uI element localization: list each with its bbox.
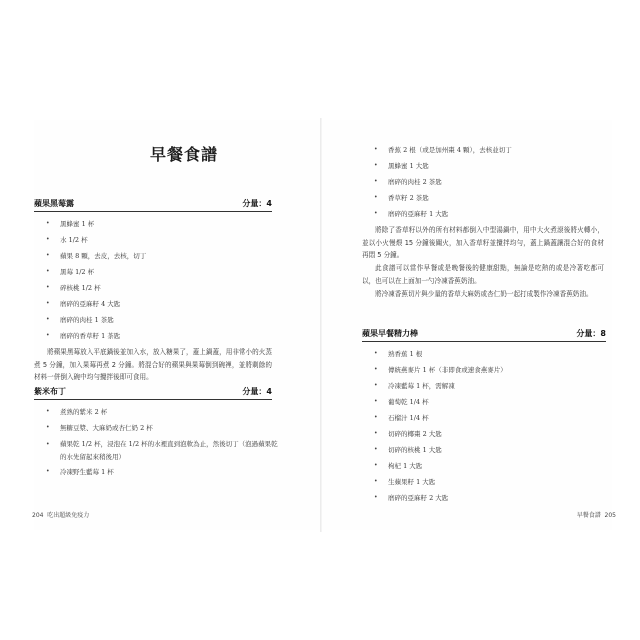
list-item: • 磨碎的肉桂 1 茶匙	[46, 312, 276, 328]
list-item: • 石榴汁 1/4 杯	[374, 410, 604, 426]
page-footer	[32, 510, 89, 519]
list-item: • 無糖豆漿、大麻奶或杏仁奶 2 杯	[46, 420, 278, 436]
list-item: • 蘋果乾 1/2 杯，浸泡在 1/2 杯的水裡直到泡軟為止，然後切丁（泡過蘋果乾的水先留起來稍後用）	[46, 440, 278, 461]
list-item: • 香草籽 2 茶匙	[374, 190, 604, 206]
ingredient-list-energy-bar	[374, 346, 604, 506]
recipe-name: 紫米布丁	[34, 387, 66, 396]
list-item: • 蘋果 8 顆，去皮，去核，切丁	[46, 248, 276, 264]
list-item: • 煮熟的紫米 2 杯	[46, 404, 278, 420]
bullet-dot-icon: •	[46, 220, 50, 227]
running-title: 早餐食譜	[576, 512, 601, 519]
list-item: • 黑蜂蜜 1 杯	[46, 216, 276, 232]
list-item: • 生蘋果籽 1 大匙	[374, 474, 604, 490]
method-paragraph: 將蘋果黑莓放入平底鍋後並加入水，放入糖果了，蓋上鍋蓋，用非常小的火蒸煮 5 分鐘，加入果莓再煮 2 分鐘。將混合好的蘋果與果莓倒到碗裡，並將剩餘的材料一併倒入碗中均勻攪拌後即可食用。	[34, 348, 272, 381]
bullet-dot-icon: •	[374, 430, 378, 437]
recipe-name: 蘋果黑莓露	[34, 199, 74, 208]
bullet-dot-icon: •	[374, 446, 378, 453]
bullet-dot-icon: •	[46, 236, 50, 243]
list-item: • 磨碎的肉桂 2 茶匙	[374, 174, 604, 190]
left-page	[34, 120, 320, 530]
bullet-dot-icon: •	[374, 462, 378, 469]
list-item: • 香蕉 2 根（或是加州棗 4 顆），去核並切丁	[374, 142, 604, 158]
tip-paragraph: 此食譜可以當作早餐或是晚餐後的健康甜點，無論是吃熱的或是冷著吃都可以，也可以在上面加一勺冷凍香蕉奶油。	[362, 264, 604, 285]
list-item: • 黑蜂蜜 1 大匙	[374, 158, 604, 174]
page-title: 早餐食譜	[149, 145, 218, 164]
bullet-dot-icon: •	[374, 382, 378, 389]
bullet-dot-icon: •	[374, 146, 378, 153]
bullet-dot-icon: •	[46, 268, 50, 275]
bullet-dot-icon: •	[46, 468, 50, 475]
bullet-dot-icon: •	[374, 366, 378, 373]
recipe-header-purple-rice	[34, 386, 272, 400]
running-title: 吃出超級免疫力	[47, 512, 90, 519]
page-footer	[577, 510, 616, 519]
bullet-dot-icon: •	[374, 210, 378, 217]
list-item: • 枸杞 1 大匙	[374, 458, 604, 474]
list-item: • 切碎的核桃 1 大匙	[374, 442, 604, 458]
list-item: • 磨碎的亞麻籽 4 大匙	[46, 296, 276, 312]
bullet-dot-icon: •	[46, 284, 50, 291]
recipe-name: 蘋果早餐精力棒	[362, 329, 418, 338]
list-item: • 冷凍野生藍莓 1 杯	[46, 464, 278, 480]
recipe-servings: 分量：4	[242, 199, 272, 208]
bullet-dot-icon: •	[46, 332, 50, 339]
ingredient-list-purple-rice	[46, 404, 278, 480]
bullet-dot-icon: •	[46, 424, 50, 431]
bullet-dot-icon: •	[374, 414, 378, 421]
bullet-dot-icon: •	[374, 398, 378, 405]
bullet-dot-icon: •	[374, 494, 378, 501]
list-item: • 磨碎的亞麻籽 1 大匙	[374, 206, 604, 222]
bullet-dot-icon: •	[374, 478, 378, 485]
bullet-dot-icon: •	[374, 350, 378, 357]
ingredient-list-purple-rice-continued	[374, 142, 604, 222]
list-item: • 碎核桃 1/2 杯	[46, 280, 276, 296]
bullet-dot-icon: •	[46, 408, 50, 415]
bullet-dot-icon: •	[374, 194, 378, 201]
page-number: 205	[604, 512, 616, 519]
list-item: • 切碎的椰棗 2 大匙	[374, 426, 604, 442]
bullet-dot-icon: •	[374, 178, 378, 185]
recipe-servings: 分量：8	[576, 329, 606, 338]
list-item: • 熟香蕉 1 根	[374, 346, 604, 362]
bullet-dot-icon: •	[374, 162, 378, 169]
list-item: • 磨碎的香草籽 1 茶匙	[46, 328, 276, 344]
list-item: • 水 1/2 杯	[46, 232, 276, 248]
bullet-dot-icon: •	[46, 300, 50, 307]
recipe-header-energy-bar	[362, 328, 606, 342]
list-item: • 黑莓 1/2 杯	[46, 264, 276, 280]
right-page	[322, 120, 616, 530]
bullet-dot-icon: •	[46, 441, 50, 448]
page-number: 204	[32, 512, 44, 519]
list-item: • 傳統燕麥片 1 杯（非即食或速食燕麥片）	[374, 362, 604, 378]
bullet-dot-icon: •	[46, 316, 50, 323]
list-item: • 磨碎的亞麻籽 2 大匙	[374, 490, 604, 506]
recipe-header-apple-blackberry	[34, 198, 272, 212]
bullet-dot-icon: •	[46, 252, 50, 259]
list-item: • 冷凍藍莓 1 杯，需解凍	[374, 378, 604, 394]
list-item: • 葡萄乾 1/4 杯	[374, 394, 604, 410]
method-paragraph: 將除了香草籽以外的所有材料都倒入中型湯鍋中，用中大火煮滾後將火轉小，並以小火慢煨 15 分鐘後關火，加入香草籽並攪拌均勻，蓋上鍋蓋讓混合好的食材再悶 5 分鐘。	[362, 226, 604, 259]
ingredient-list-apple-blackberry	[46, 216, 276, 344]
recipe-servings: 分量：4	[242, 387, 272, 396]
note-paragraph: 將冷凍香蕉切片與少量的香草大麻奶或杏仁奶一起打成製作冷凍香蕉奶油。	[375, 290, 593, 298]
